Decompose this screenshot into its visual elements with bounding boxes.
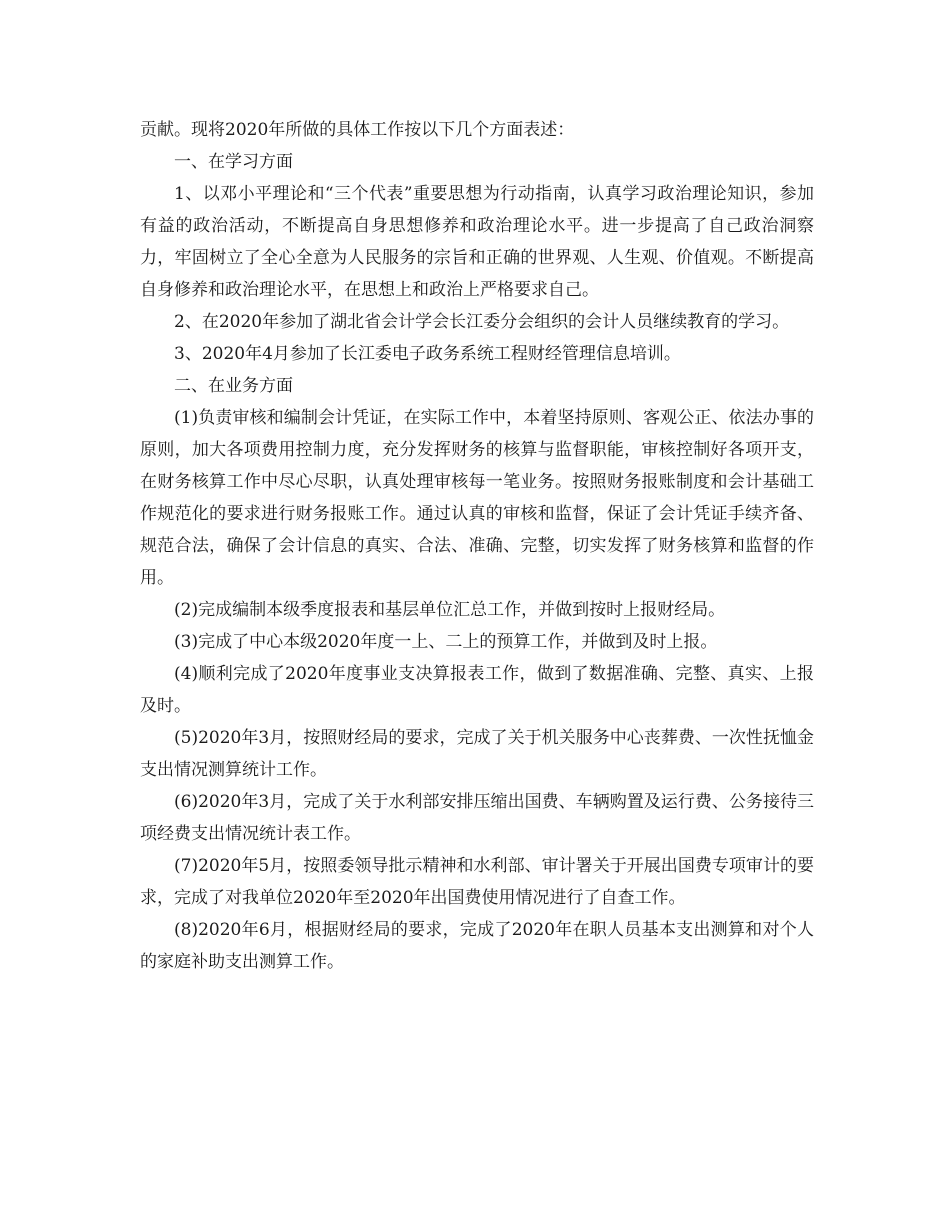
- section-heading-business: 二、在业务方面: [174, 376, 293, 396]
- paragraph-business-7: (7)2020年5月，按照委领导批示精神和水利部、审计署关于开展出国费专项审计的要求，完成了对我单位2020年至2020年出国费使用情况进行了自查工作。: [140, 856, 814, 908]
- paragraph-business-5: (5)2020年3月，按照财经局的要求，完成了关于机关服务中心丧葬费、一次性抚恤金支出情况测算统计工作。: [140, 728, 814, 780]
- paragraph-business-1: (1)负责审核和编制会计凭证，在实际工作中，本着坚持原则、客观公正、依法办事的原则，加大各项费用控制力度，充分发挥财务的核算与监督职能，审核控制好各项开支，在财务核算工作中尽心尽职，认真处理审核每一笔业务。按照财务报账制度和会计基础工作规范化的要求进行财务报账工作。通过认真的审核和监督，保证了会计凭证手续齐备、规范合法，确保了会计信息的真实、合法、准确、完整，切实发挥了财务核算和监督的作用。: [140, 408, 814, 588]
- paragraph-study-3: 3、2020年4月参加了长江委电子政务系统工程财经管理信息培训。: [174, 344, 681, 364]
- paragraph-business-2: (2)完成编制本级季度报表和基层单位汇总工作，并做到按时上报财经局。: [174, 600, 726, 620]
- paragraph-business-3: (3)完成了中心本级2020年度一上、二上的预算工作，并做到及时上报。: [174, 632, 718, 652]
- paragraph-intro: 贡献。现将2020年所做的具体工作按以下几个方面表述：: [140, 120, 575, 140]
- paragraph-study-1: 1、以邓小平理论和“三个代表”重要思想为行动指南，认真学习政治理论知识，参加有益的政治活动，不断提高自身思想修养和政治理论水平。进一步提高了自己政治洞察力，牢固树立了全心全意为人民服务的宗旨和正确的世界观、人生观、价值观。不断提高自身修养和政治理论水平，在思想上和政治上严格要求自己。: [140, 184, 814, 300]
- paragraph-business-8: (8)2020年6月，根据财经局的要求，完成了2020年在职人员基本支出测算和对个人的家庭补助支出测算工作。: [140, 920, 814, 972]
- document-body: [140, 114, 814, 978]
- section-heading-study: 一、在学习方面: [174, 152, 293, 172]
- paragraph-business-6: (6)2020年3月，完成了关于水利部安排压缩出国费、车辆购置及运行费、公务接待三项经费支出情况统计表工作。: [140, 792, 814, 844]
- paragraph-study-2: 2、在2020年参加了湖北省会计学会长江委分会组织的会计人员继续教育的学习。: [174, 312, 790, 332]
- paragraph-business-4: (4)顺利完成了2020年度事业支决算报表工作，做到了数据准确、完整、真实、上报及时。: [140, 664, 814, 716]
